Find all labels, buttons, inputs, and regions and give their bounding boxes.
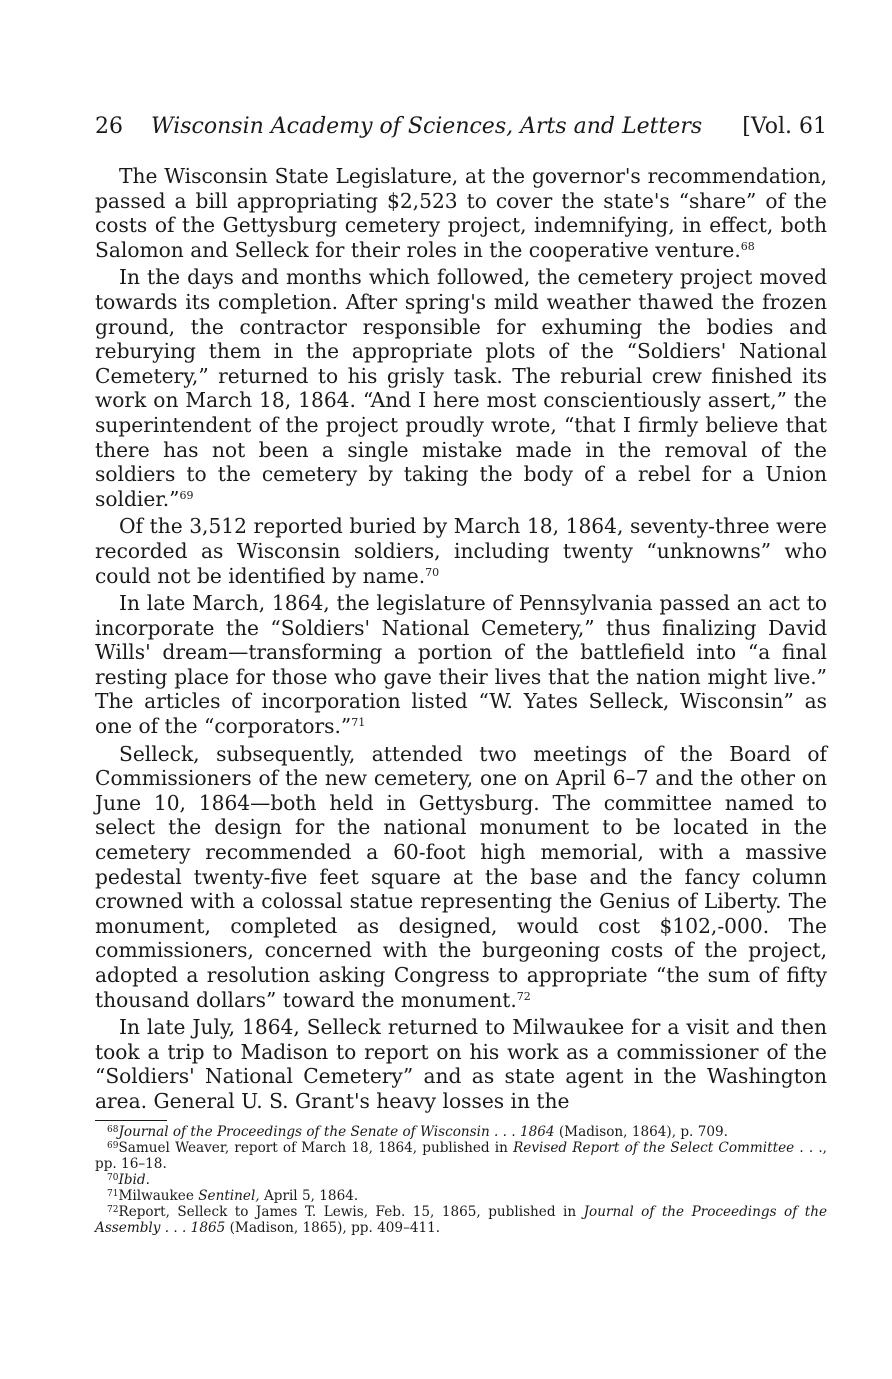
- footnote-divider: [95, 1120, 167, 1121]
- paragraph: Of the 3,512 reported buried by March 18, 1864, seventy-three were recorded as Wisconsin soldiers, including twenty “unknowns” who could not be identified by name.$^{70}$: [95, 514, 827, 588]
- footnotes: [95, 1124, 827, 1237]
- footnote-ref: 68: [740, 239, 755, 253]
- body-text: [95, 164, 827, 1114]
- paragraph: The Wisconsin State Legislature, at the governor's recommendation, passed a bill appropriating $2,523 to cover the state's “share” of the costs of the Gettysburg cemetery project, indemnifying, in effect, both Salomon and Selleck for their roles in the cooperative venture.$^{68}$: [95, 164, 827, 262]
- footnote-ref: 69: [179, 488, 194, 502]
- footnote: $^{71}$Milwaukee Sentinel, April 5, 1864.: [107, 1187, 359, 1204]
- page-number: 26: [95, 114, 123, 139]
- footnote: $^{69}$Samuel Weaver, report of March 18, 1864, published in Revised Report of the Select Committee . . ., pp. 16–18.: [95, 1139, 827, 1172]
- paragraph: Selleck, subsequently, attended two meetings of the Board of Commissioners of the new cemetery, one on April 6–7 and the other on June 10, 1864—both held in Gettysburg. The committee named to select the design for the national monument to be located in the cemetery recommended a 60-foot high memorial, with a massive pedestal twenty-five feet square at the base and the fancy column crowned with a colossal statue representing the Genius of Liberty. The monument, completed as designed, would cost $102,-000. The commissioners, concerned with the burgeoning costs of the project, adopted a resolution asking Congress to appropriate “the sum of fifty thousand dollars” toward the monument.$^{72}$: [95, 741, 827, 1012]
- paragraph: In late March, 1864, the legislature of Pennsylvania passed an act to incorporate the “Soldiers' National Cemetery,” thus finalizing David Wills' dream—transforming a portion of the battlefield into “a final resting place for those who gave their lives that the nation might live.” The articles of incorporation listed “W. Yates Selleck, Wisconsin” as one of the “corporators.”$^{71}$: [95, 591, 827, 739]
- paragraph: In late July, 1864, Selleck returned to Milwaukee for a visit and then took a trip to Madison to report on his work as a commissioner of the “Soldiers' National Cemetery” and as state agent in the Washington area. General U. S. Grant's heavy losses in the: [95, 1015, 827, 1113]
- footnote: $^{70}$Ibid.: [107, 1171, 150, 1188]
- footnote-ref: 72: [516, 989, 531, 1003]
- footnote: $^{68}$Journal of the Proceedings of the Senate of Wisconsin . . . 1864 (Madison, 1864), p. 709.: [107, 1123, 728, 1140]
- volume-label: [Vol. 61: [742, 114, 827, 139]
- paragraph: In the days and months which followed, the cemetery project moved towards its completion. After spring's mild weather thawed the frozen ground, the contractor responsible for exhuming the bodies and reburying them in the appropriate plots of the “Soldiers' National Cemetery,” returned to his grisly task. The reburial crew finished its work on March 18, 1864. “And I here most conscientiously assert,” the superintendent of the project proudly wrote, “that I firmly believe that there has not been a single mistake made in the removal of the soldiers to the cemetery by taking the body of a rebel for a Union soldier.”$^{69}$: [95, 265, 827, 511]
- footnote: $^{72}$Report, Selleck to James T. Lewis, Feb. 15, 1865, published in Journal of the Proceedings of the Assembly . . . 1865 (Madison, 1865), pp. 409–411.: [95, 1204, 827, 1237]
- running-head: [95, 112, 827, 142]
- footnote-ref: 70: [425, 565, 440, 579]
- page: [95, 112, 827, 1236]
- footnote-ref: 71: [351, 716, 366, 730]
- journal-title: Wisconsin Academy of Sciences, Arts and Letters: [151, 114, 703, 139]
